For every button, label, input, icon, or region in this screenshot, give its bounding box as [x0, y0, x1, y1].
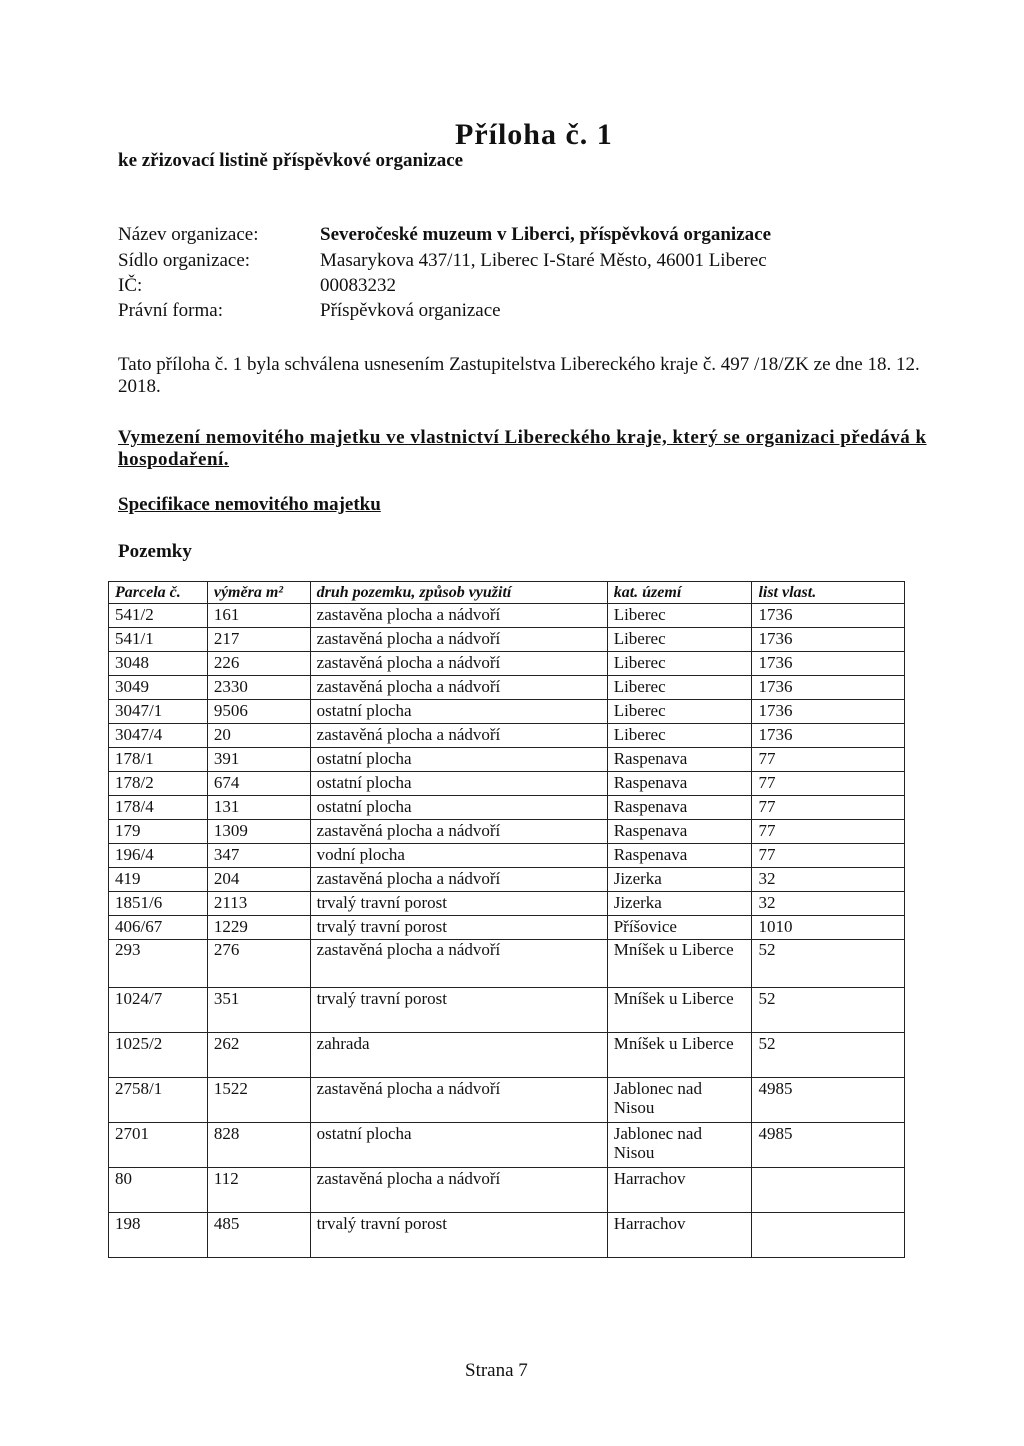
table-body: [109, 604, 905, 1258]
cell-parcel: 3047/1: [109, 700, 208, 724]
cell-area: 217: [207, 628, 310, 652]
cell-area: 131: [207, 796, 310, 820]
cell-land-type: zastavěná plocha a nádvoří: [310, 868, 607, 892]
cell-area: 20: [207, 724, 310, 748]
cell-area: 347: [207, 844, 310, 868]
org-seat-value: Masarykova 437/11, Liberec I-Staré Město, 46001 Liberec: [320, 250, 767, 271]
table-row: [109, 1168, 905, 1213]
table-header-row: [109, 582, 905, 604]
cell-ownership-sheet: 1736: [752, 628, 905, 652]
cell-cadastral-area: Jizerka: [607, 868, 752, 892]
cell-ownership-sheet: 52: [752, 1033, 905, 1078]
cell-parcel: 3049: [109, 676, 208, 700]
approval-note: Tato příloha č. 1 byla schválena usnesením Zastupitelstva Libereckého kraje č. 497 /18/ZK ze dne 18. 12. 2018.: [118, 354, 920, 397]
table-row: [109, 1078, 905, 1123]
cell-land-type: zastavěná plocha a nádvoří: [310, 676, 607, 700]
table-row: [109, 868, 905, 892]
section-heading: Vymezení nemovitého majetku ve vlastnictví Libereckého kraje, který se organizaci předává k hospodaření.: [118, 427, 927, 470]
cell-area: 276: [207, 940, 310, 988]
cell-area: 1309: [207, 820, 310, 844]
table-row: [109, 724, 905, 748]
cell-parcel: 3047/4: [109, 724, 208, 748]
column-header-area: výměra m²: [207, 582, 310, 604]
table-row: [109, 1123, 905, 1168]
cell-parcel: 2701: [109, 1123, 208, 1168]
cell-cadastral-area: Harrachov: [607, 1168, 752, 1213]
cell-parcel: 198: [109, 1213, 208, 1258]
table-row: [109, 604, 905, 628]
cell-cadastral-area: Mníšek u Liberce: [607, 940, 752, 988]
cell-ownership-sheet: 52: [752, 988, 905, 1033]
cell-land-type: zastavěná plocha a nádvoří: [310, 1078, 607, 1123]
cell-land-type: zahrada: [310, 1033, 607, 1078]
cell-ownership-sheet: 77: [752, 748, 905, 772]
cell-cadastral-area: Příšovice: [607, 916, 752, 940]
cell-cadastral-area: Raspenava: [607, 820, 752, 844]
cell-area: 351: [207, 988, 310, 1033]
cell-parcel: 293: [109, 940, 208, 988]
table-row: [109, 1033, 905, 1078]
column-header-ownership-sheet: list vlast.: [752, 582, 905, 604]
cell-area: 2330: [207, 676, 310, 700]
cell-parcel: 541/1: [109, 628, 208, 652]
cell-parcel: 178/2: [109, 772, 208, 796]
cell-cadastral-area: Mníšek u Liberce: [607, 1033, 752, 1078]
cell-land-type: zastavěná plocha a nádvoří: [310, 820, 607, 844]
cell-parcel: 406/67: [109, 916, 208, 940]
cell-area: 1522: [207, 1078, 310, 1123]
org-legal-form-label: Právní forma:: [118, 300, 224, 321]
cell-ownership-sheet: 4985: [752, 1078, 905, 1123]
cell-cadastral-area: Liberec: [607, 724, 752, 748]
cell-cadastral-area: Harrachov: [607, 1213, 752, 1258]
cell-land-type: ostatní plocha: [310, 796, 607, 820]
cell-area: 262: [207, 1033, 310, 1078]
cell-ownership-sheet: 77: [752, 796, 905, 820]
table-row: [109, 892, 905, 916]
category-heading: Pozemky: [118, 541, 192, 562]
cell-cadastral-area: Liberec: [607, 700, 752, 724]
table-row: [109, 748, 905, 772]
cell-area: 485: [207, 1213, 310, 1258]
cell-area: 2113: [207, 892, 310, 916]
org-id-value: 00083232: [320, 275, 396, 296]
org-legal-form-value: Příspěvková organizace: [320, 300, 501, 321]
cell-ownership-sheet: 1736: [752, 604, 905, 628]
cell-land-type: zastavěná plocha a nádvoří: [310, 628, 607, 652]
cell-land-type: ostatní plocha: [310, 1123, 607, 1168]
cell-land-type: zastavěna plocha a nádvoří: [310, 604, 607, 628]
cell-parcel: 1851/6: [109, 892, 208, 916]
cell-ownership-sheet: 77: [752, 844, 905, 868]
cell-area: 674: [207, 772, 310, 796]
table-row: [109, 1213, 905, 1258]
cell-parcel: 178/1: [109, 748, 208, 772]
cell-cadastral-area: Jablonec nad Nisou: [607, 1078, 752, 1123]
cell-parcel: 541/2: [109, 604, 208, 628]
table-row: [109, 940, 905, 988]
cell-parcel: 1024/7: [109, 988, 208, 1033]
page-number: Strana 7: [465, 1360, 528, 1381]
cell-land-type: trvalý travní porost: [310, 1213, 607, 1258]
cell-ownership-sheet: 77: [752, 772, 905, 796]
table-row: [109, 796, 905, 820]
cell-parcel: 179: [109, 820, 208, 844]
cell-land-type: vodní plocha: [310, 844, 607, 868]
cell-cadastral-area: Raspenava: [607, 796, 752, 820]
org-id-label: IČ:: [118, 275, 143, 296]
cell-parcel: 196/4: [109, 844, 208, 868]
cell-ownership-sheet: 1736: [752, 700, 905, 724]
cell-ownership-sheet: 4985: [752, 1123, 905, 1168]
org-name-value: Severočeské muzeum v Liberci, příspěvková organizace: [320, 224, 772, 245]
cell-land-type: zastavěná plocha a nádvoří: [310, 1168, 607, 1213]
cell-ownership-sheet: 52: [752, 940, 905, 988]
table-row: [109, 628, 905, 652]
cell-area: 112: [207, 1168, 310, 1213]
cell-land-type: trvalý travní porost: [310, 916, 607, 940]
table-row: [109, 676, 905, 700]
table-row: [109, 820, 905, 844]
cell-ownership-sheet: [752, 1213, 905, 1258]
cell-cadastral-area: Liberec: [607, 676, 752, 700]
table-row: [109, 844, 905, 868]
document-subtitle: ke zřizovací listině příspěvkové organizace: [118, 150, 464, 171]
cell-ownership-sheet: 32: [752, 892, 905, 916]
table-row: [109, 988, 905, 1033]
cell-land-type: zastavěná plocha a nádvoří: [310, 940, 607, 988]
cell-parcel: 178/4: [109, 796, 208, 820]
column-header-cadastral-area: kat. území: [607, 582, 752, 604]
cell-land-type: ostatní plocha: [310, 700, 607, 724]
cell-parcel: 1025/2: [109, 1033, 208, 1078]
cell-ownership-sheet: 32: [752, 868, 905, 892]
cell-parcel: 80: [109, 1168, 208, 1213]
specification-heading: Specifikace nemovitého majetku: [118, 494, 381, 515]
column-header-land-type: druh pozemku, způsob využití: [310, 582, 607, 604]
table-row: [109, 772, 905, 796]
cell-area: 226: [207, 652, 310, 676]
cell-cadastral-area: Jablonec nad Nisou: [607, 1123, 752, 1168]
document-title: Příloha č. 1: [455, 118, 613, 151]
cell-area: 391: [207, 748, 310, 772]
cell-cadastral-area: Raspenava: [607, 772, 752, 796]
cell-cadastral-area: Liberec: [607, 652, 752, 676]
cell-land-type: trvalý travní porost: [310, 892, 607, 916]
cell-area: 1229: [207, 916, 310, 940]
cell-cadastral-area: Raspenava: [607, 748, 752, 772]
cell-land-type: zastavěná plocha a nádvoří: [310, 652, 607, 676]
cell-area: 204: [207, 868, 310, 892]
org-name-label: Název organizace:: [118, 224, 259, 245]
cell-parcel: 3048: [109, 652, 208, 676]
cell-land-type: zastavěná plocha a nádvoří: [310, 724, 607, 748]
table-row: [109, 916, 905, 940]
cell-ownership-sheet: 1736: [752, 652, 905, 676]
column-header-parcel: Parcela č.: [109, 582, 208, 604]
parcels-table: [108, 581, 905, 1258]
cell-area: 9506: [207, 700, 310, 724]
cell-ownership-sheet: 1010: [752, 916, 905, 940]
cell-cadastral-area: Liberec: [607, 628, 752, 652]
cell-cadastral-area: Jizerka: [607, 892, 752, 916]
cell-cadastral-area: Liberec: [607, 604, 752, 628]
cell-ownership-sheet: 1736: [752, 676, 905, 700]
cell-ownership-sheet: [752, 1168, 905, 1213]
org-seat-label: Sídlo organizace:: [118, 250, 251, 271]
cell-parcel: 419: [109, 868, 208, 892]
table-row: [109, 652, 905, 676]
table-row: [109, 700, 905, 724]
cell-ownership-sheet: 1736: [752, 724, 905, 748]
cell-land-type: ostatní plocha: [310, 772, 607, 796]
cell-land-type: trvalý travní porost: [310, 988, 607, 1033]
cell-land-type: ostatní plocha: [310, 748, 607, 772]
cell-parcel: 2758/1: [109, 1078, 208, 1123]
cell-cadastral-area: Mníšek u Liberce: [607, 988, 752, 1033]
cell-area: 828: [207, 1123, 310, 1168]
cell-cadastral-area: Raspenava: [607, 844, 752, 868]
cell-ownership-sheet: 77: [752, 820, 905, 844]
cell-area: 161: [207, 604, 310, 628]
